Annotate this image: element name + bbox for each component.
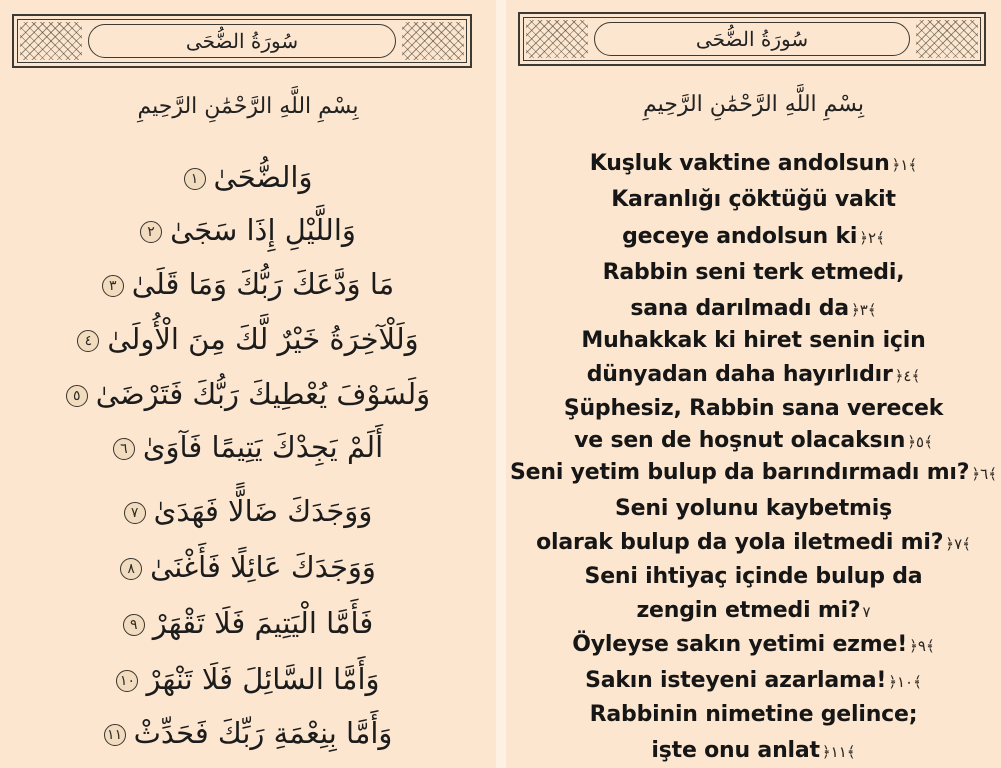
ornament-left (20, 22, 82, 60)
arabic-verse (0, 213, 496, 247)
arabic-verse (0, 494, 496, 528)
translation-line (506, 296, 1001, 321)
translation-text: Seni ihtiyaç içinde bulup da (584, 564, 923, 589)
verse-number-marker: ٩ (123, 614, 145, 636)
translation-text: sana darılmadı da (630, 296, 849, 321)
translation-text: zengin etmedi mi? (636, 598, 861, 623)
arabic-verse (0, 606, 496, 640)
translation-text: Kuşluk vaktine andolsun (589, 151, 890, 176)
translation-text: Rabbin seni terk etmedi, (602, 260, 905, 285)
verse-number-marker: ٨ (120, 558, 142, 580)
translation-line (506, 396, 1001, 421)
verse-number-marker: ﴿١٠﴾ (888, 673, 922, 691)
arabic-verse (0, 377, 496, 411)
verse-number-marker: ١ (184, 168, 206, 190)
verse-number-marker: ١١ (104, 724, 126, 746)
verse-text: وَأَمَّا السَّائِلَ فَلَا تَنْهَرْ (146, 662, 380, 696)
translation-line (506, 702, 1001, 727)
translation-text: işte onu anlat (651, 738, 820, 763)
translation-line (506, 496, 1001, 521)
translation-line (506, 328, 1001, 353)
translation-text: olarak bulup da yola iletmedi mi? (536, 530, 944, 555)
ornament-right (402, 22, 464, 60)
translation-line (506, 668, 1001, 693)
arabic-verse (0, 322, 496, 356)
translation-text: Sakın isteyeni azarlama! (585, 668, 887, 693)
verse-number-marker: ٤ (77, 330, 99, 352)
verse-number-marker: ٣ (102, 275, 124, 297)
arabic-verse (0, 160, 496, 194)
verse-number-marker: ﴿٦﴾ (971, 465, 997, 483)
surah-title-left: سُورَةُ الضُّحَى (88, 24, 396, 58)
translation-line (506, 598, 1001, 623)
verse-number-marker: ﴿١﴾ (891, 156, 918, 174)
translation-line (506, 224, 1001, 249)
translation-line (506, 187, 1001, 212)
translation-text: Şüphesiz, Rabbin sana verecek (563, 396, 944, 421)
translation-line (506, 632, 1001, 657)
verse-text: أَلَمْ يَجِدْكَ يَتِيمًا فَآوَىٰ (142, 430, 384, 464)
verse-number-marker: ٥ (66, 385, 88, 407)
verse-number-marker: ﴿٥﴾ (907, 433, 933, 451)
verse-number-marker: ٧ (124, 502, 146, 524)
ornament-right (916, 20, 978, 58)
verse-text: وَلَلْآخِرَةُ خَيْرٌ لَّكَ مِنَ الْأُولَىٰ (107, 322, 419, 356)
verse-number-marker: ٢ (140, 221, 162, 243)
translation-line (506, 428, 1001, 453)
verse-text: فَأَمَّا الْيَتِيمَ فَلَا تَقْهَرْ (152, 606, 374, 640)
verse-number-marker: ١٠ (116, 670, 138, 692)
translation-line (506, 564, 1001, 589)
translation-text: dünyadan daha hayırlıdır (586, 362, 893, 387)
translation-text: geceye andolsun ki (622, 224, 858, 249)
translation-line (506, 260, 1001, 285)
translation-text: Muhakkak ki hiret senin için (581, 328, 926, 353)
basmala-left: بِسْمِ اللَّهِ الرَّحْمَٰنِ الرَّحِيمِ (137, 94, 359, 119)
verse-text: وَاللَّيْلِ إِذَا سَجَىٰ (170, 213, 356, 247)
translation-text: ve sen de hoşnut olacaksın (574, 428, 906, 453)
translation-text: Seni yolunu kaybetmiş (615, 496, 892, 521)
verse-text: وَالضُّحَىٰ (213, 160, 313, 194)
translation-text: Rabbinin nimetine gelince; (589, 702, 918, 727)
arabic-verse (0, 716, 496, 750)
translation-text: Seni yetim bulup da barındırmadı mı? (510, 460, 970, 485)
translation-line (506, 362, 1001, 387)
verse-number-marker: ﴿٢﴾ (859, 229, 885, 247)
arabic-verse (0, 267, 496, 301)
translation-line (506, 738, 1001, 763)
page-divider (496, 0, 506, 768)
verse-text: وَلَسَوْفَ يُعْطِيكَ رَبُّكَ فَتَرْضَىٰ (95, 377, 431, 411)
basmala-right: بِسْمِ اللَّهِ الرَّحْمَٰنِ الرَّحِيمِ (642, 92, 865, 117)
arabic-verse (0, 662, 496, 696)
verse-text: وَوَجَدَكَ ضَالًّا فَهَدَىٰ (153, 494, 373, 528)
translation-text: Karanlığı çöktüğü vakit (611, 187, 896, 212)
arabic-verse (0, 430, 496, 464)
verse-text: وَوَجَدَكَ عَائِلًا فَأَغْنَىٰ (150, 550, 376, 584)
verse-number-marker: ﴿٧﴾ (945, 535, 971, 553)
verse-number-marker: ﴿٤﴾ (894, 367, 921, 385)
arabic-verse (0, 550, 496, 584)
verse-number-marker: ﴿١١﴾ (821, 743, 856, 761)
verse-number-marker: ٧ (862, 603, 871, 621)
verse-text: وَأَمَّا بِنِعْمَةِ رَبِّكَ فَحَدِّثْ (133, 716, 393, 750)
verse-number-marker: ﴿٩﴾ (909, 637, 935, 655)
translation-line (506, 530, 1001, 555)
surah-title-right: سُورَةُ الضُّحَى (594, 22, 910, 56)
translation-line (506, 460, 1001, 485)
verse-number-marker: ٦ (113, 438, 135, 460)
translation-text: Öyleyse sakın yetimi ezme! (572, 632, 908, 657)
ornament-left (526, 20, 588, 58)
translation-line (506, 151, 1001, 176)
surah-header-frame-left (12, 14, 472, 68)
verse-text: مَا وَدَّعَكَ رَبُّكَ وَمَا قَلَىٰ (131, 267, 395, 301)
surah-header-frame-right (518, 12, 986, 66)
verse-number-marker: ﴿٣﴾ (850, 301, 877, 319)
